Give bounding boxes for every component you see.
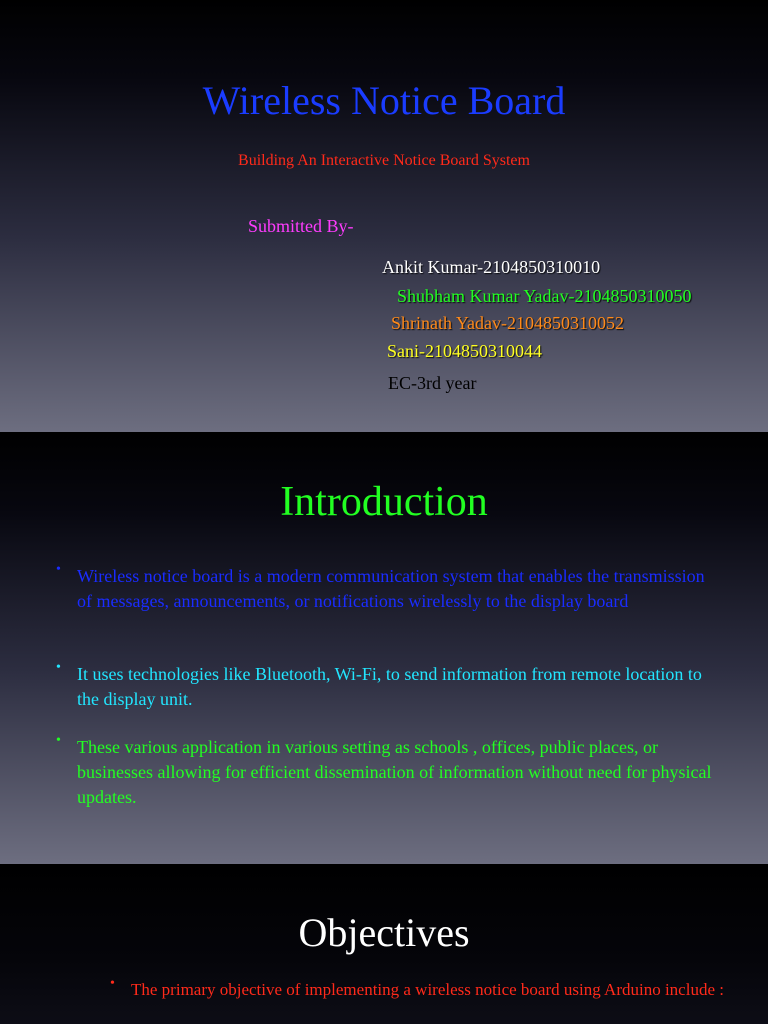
team-member: Sani-2104850310044: [387, 341, 542, 361]
bullet-text: It uses technologies like Bluetooth, Wi-Fi, to send information from remote location to the display unit.: [77, 664, 702, 709]
bullet-item: [56, 662, 716, 712]
slide-title: Objectives: [298, 910, 470, 955]
objectives-slide: [0, 864, 768, 1024]
bullet-icon: •: [56, 562, 61, 577]
team-member: Shrinath Yadav-2104850310052: [391, 313, 624, 333]
bullet-text: These various application in various setting as schools , offices, public places, or businesses allowing for efficient dissemination of information without need for physical updates.: [77, 737, 712, 807]
bullet-icon: •: [56, 660, 61, 675]
introduction-slide: [0, 432, 768, 864]
class-year: EC-3rd year: [388, 373, 477, 393]
bullet-item: [56, 735, 716, 810]
team-member: Ankit Kumar-2104850310010: [382, 257, 601, 277]
slide-subtitle: Building An Interactive Notice Board System: [238, 152, 530, 169]
title-slide: [0, 0, 768, 432]
bullet-text: The primary objective of implementing a wireless notice board using Arduino include :: [131, 980, 724, 999]
bullet-icon: •: [56, 733, 61, 748]
bullet-item: [56, 564, 716, 614]
bullet-item: [110, 978, 768, 1001]
team-member: Shubham Kumar Yadav-2104850310050: [397, 286, 692, 306]
slide-title: Introduction: [280, 479, 488, 525]
bullet-icon: •: [110, 976, 115, 991]
submitted-by-label: Submitted By-: [248, 216, 354, 236]
slide-title: Wireless Notice Board: [202, 78, 566, 123]
bullet-text: Wireless notice board is a modern communication system that enables the transmission of messages, announcements, or notifications wirelessly to the display board: [77, 566, 705, 611]
